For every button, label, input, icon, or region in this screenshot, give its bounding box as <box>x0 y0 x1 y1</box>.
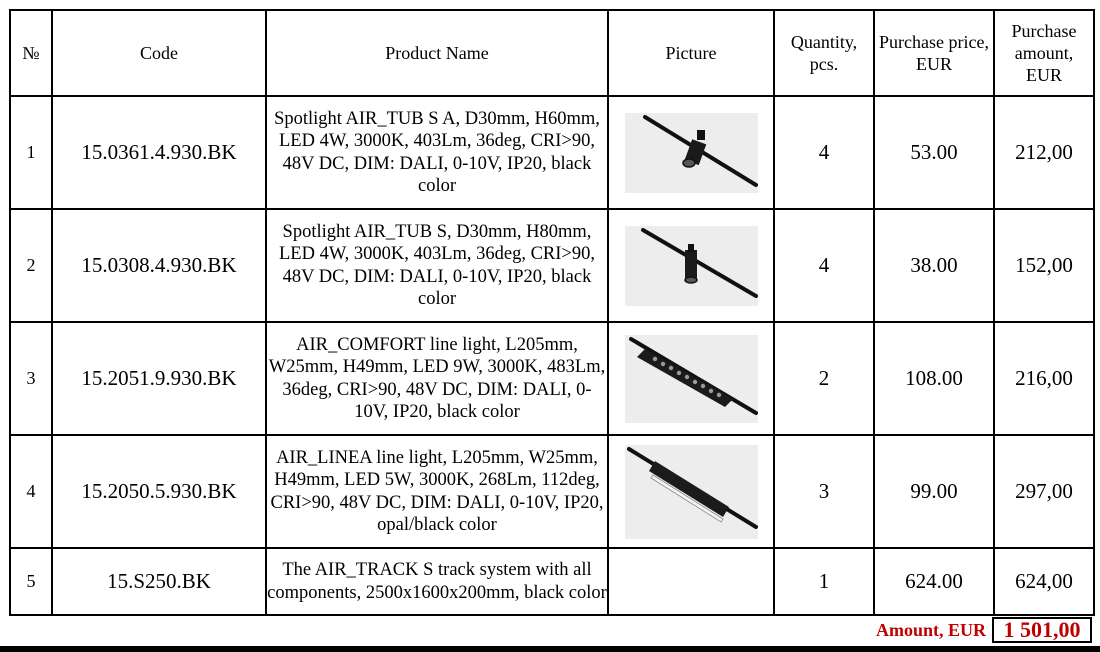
header-code: Code <box>52 10 266 96</box>
row-num: 3 <box>10 322 52 435</box>
row-product-name: AIR_LINEA line light, L205mm, W25mm, H49mm, LED 5W, 3000K, 268Lm, 112deg, CRI>90, 48V DC, DIM: DALI, 0-10V, IP20, opal/black color <box>266 435 608 548</box>
table-row <box>10 322 1094 435</box>
row-amount: 216,00 <box>994 322 1094 435</box>
row-num: 1 <box>10 96 52 209</box>
row-num: 2 <box>10 209 52 322</box>
bottom-divider <box>0 646 1100 652</box>
row-code: 15.S250.BK <box>52 548 266 615</box>
header-product-name: Product Name <box>266 10 608 96</box>
row-code: 15.2051.9.930.BK <box>52 322 266 435</box>
track-spotlight-short-photo <box>625 113 758 193</box>
row-price: 53.00 <box>874 96 994 209</box>
row-price: 99.00 <box>874 435 994 548</box>
track-line-light-linea-photo <box>625 445 758 539</box>
header-num: № <box>10 10 52 96</box>
total-value: 1 501,00 <box>992 617 1092 643</box>
product-table <box>9 9 1095 616</box>
row-amount: 152,00 <box>994 209 1094 322</box>
header-quantity: Quantity, pcs. <box>774 10 874 96</box>
row-picture-cell <box>608 322 774 435</box>
row-quantity: 1 <box>774 548 874 615</box>
row-amount: 297,00 <box>994 435 1094 548</box>
row-picture-cell <box>608 209 774 322</box>
row-code: 15.0308.4.930.BK <box>52 209 266 322</box>
row-quantity: 4 <box>774 96 874 209</box>
row-quantity: 2 <box>774 322 874 435</box>
row-picture-cell <box>608 435 774 548</box>
table-row <box>10 209 1094 322</box>
row-quantity: 3 <box>774 435 874 548</box>
row-code: 15.2050.5.930.BK <box>52 435 266 548</box>
table-row <box>10 96 1094 209</box>
row-picture-cell <box>608 548 774 615</box>
row-product-name: Spotlight AIR_TUB S, D30mm, H80mm, LED 4W, 3000K, 403Lm, 36deg, CRI>90, 48V DC, DIM: DALI, 0-10V, IP20, black color <box>266 209 608 322</box>
row-num: 4 <box>10 435 52 548</box>
row-product-name: Spotlight AIR_TUB S A, D30mm, H60mm, LED 4W, 3000K, 403Lm, 36deg, CRI>90, 48V DC, DIM: DALI, 0-10V, IP20, black color <box>266 96 608 209</box>
row-price: 624.00 <box>874 548 994 615</box>
row-product-name: The AIR_TRACK S track system with all components, 2500x1600x200mm, black color <box>266 548 608 615</box>
row-code: 15.0361.4.930.BK <box>52 96 266 209</box>
row-price: 108.00 <box>874 322 994 435</box>
header-purchase-amount: Purchase amount, EUR <box>994 10 1094 96</box>
row-quantity: 4 <box>774 209 874 322</box>
table-row <box>10 435 1094 548</box>
row-picture-cell <box>608 96 774 209</box>
total-label: Amount, EUR <box>875 619 986 640</box>
track-spotlight-long-photo <box>625 226 758 306</box>
row-price: 38.00 <box>874 209 994 322</box>
row-amount: 624,00 <box>994 548 1094 615</box>
row-amount: 212,00 <box>994 96 1094 209</box>
row-num: 5 <box>10 548 52 615</box>
header-row <box>10 10 1094 96</box>
row-product-name: AIR_COMFORT line light, L205mm, W25mm, H49mm, LED 9W, 3000K, 483Lm, 36deg, CRI>90, 48V DC, DIM: DALI, 0-10V, IP20, black color <box>266 322 608 435</box>
table-row <box>10 548 1094 615</box>
track-line-light-comfort-photo <box>625 335 758 423</box>
total-row <box>876 617 1092 643</box>
header-picture: Picture <box>608 10 774 96</box>
header-purchase-price: Purchase price, EUR <box>874 10 994 96</box>
